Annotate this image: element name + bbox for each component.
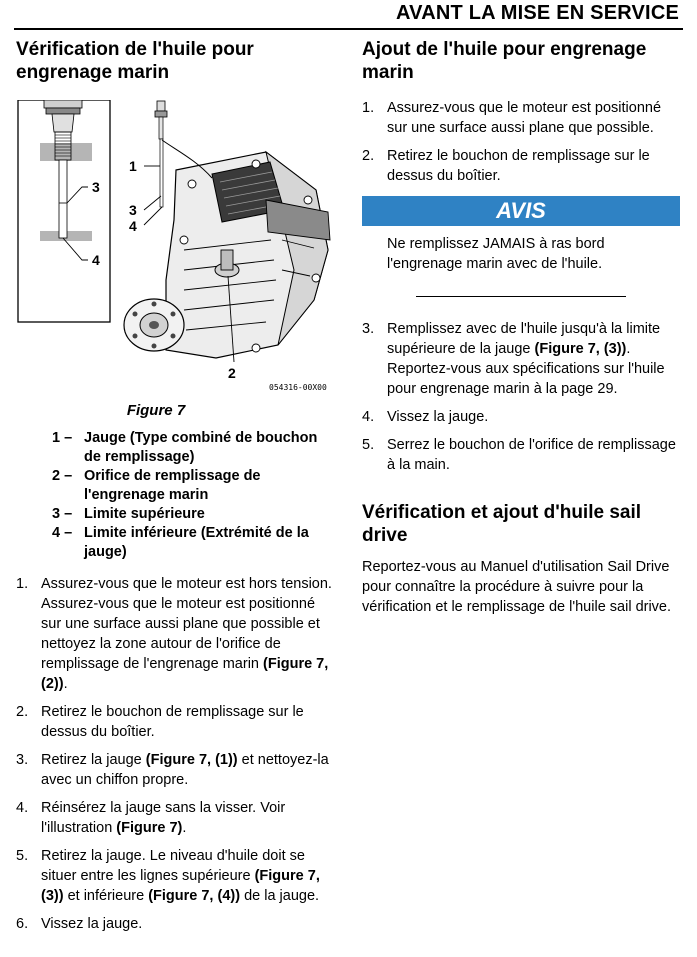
figure-7: [16, 100, 334, 400]
list-item: 4. Réinsérez la jauge sans la visser. Voir l'illustration (Figure 7).: [16, 800, 286, 836]
callout-4: 4: [129, 218, 137, 234]
gearbox-dipstick-illustration: [16, 100, 334, 400]
legend-item: 4 – Limite inférieure (Extrémité de la jauge): [52, 525, 309, 560]
left-column: [16, 38, 334, 942]
check-oil-steps: [16, 574, 334, 934]
section-heading-check-oil: Vérification de l'huile pour engrenage marin: [16, 39, 254, 83]
notice-divider: [416, 296, 626, 297]
callout-1: 1: [129, 158, 137, 174]
add-oil-steps-a: [362, 98, 680, 186]
figure-code: 054316-00X00: [269, 383, 327, 392]
list-item: 6. Vissez la jauge.: [16, 916, 143, 932]
list-item: 2. Retirez le bouchon de remplissage sur le dessus du boîtier.: [16, 704, 304, 740]
add-oil-steps-b: [362, 319, 680, 475]
list-item: 2. Retirez le bouchon de remplissage sur le dessus du boîtier.: [362, 148, 650, 184]
list-item: 3. Remplissez avec de l'huile jusqu'à la limite supérieure de la jauge (Figure 7, (3)). Reportez-vous aux spécifications sur l'huile pour engrenage marin à la page 29.: [362, 321, 665, 397]
callout-3: 3: [129, 202, 137, 218]
callout-2: 2: [228, 365, 236, 381]
header-rule: [14, 28, 683, 30]
inset-callout-4: 4: [92, 252, 100, 268]
list-item: 1. Assurez-vous que le moteur est positionné sur une surface aussi plane que possible.: [362, 100, 662, 136]
list-item: 5. Retirez la jauge. Le niveau d'huile doit se situer entre les lignes supérieure (Figure 7, (3)) et inférieure (Figure 7, (4)) de la jauge.: [16, 848, 320, 904]
page-header-title: AVANT LA MISE EN SERVICE: [396, 2, 679, 24]
legend-item: 2 – Orifice de remplissage de l'engrenage marin: [52, 468, 261, 503]
legend-item: 3 – Limite supérieure: [52, 506, 205, 522]
list-item: 5. Serrez le bouchon de l'orifice de remplissage à la main.: [362, 437, 676, 473]
legend-item: 1 – Jauge (Type combiné de bouchon de remplissage): [52, 430, 318, 465]
right-column: [362, 38, 680, 617]
list-item: 3. Retirez la jauge (Figure 7, (1)) et nettoyez-la avec un chiffon propre.: [16, 752, 329, 788]
figure-legend: [52, 429, 334, 562]
sail-drive-text: Reportez-vous au Manuel d'utilisation Sail Drive pour connaître la procédure à suivre pour la vérification et le remplissage de l'huile sail drive.: [362, 559, 672, 615]
section-heading-add-oil: Ajout de l'huile pour engrenage marin: [362, 39, 647, 83]
notice-banner: AVIS: [362, 196, 680, 226]
inset-callout-3: 3: [92, 179, 100, 195]
list-item: 4. Vissez la jauge.: [362, 409, 489, 425]
sail-drive-section: [362, 501, 680, 617]
figure-caption: Figure 7: [126, 402, 186, 419]
notice-text: Ne remplissez JAMAIS à ras bord l'engrenage marin avec de l'huile.: [387, 236, 605, 272]
list-item: 1. Assurez-vous que le moteur est hors tension. Assurez-vous que le moteur est positionné sur une surface aussi plane que possible et nettoyez la zone autour de l'orifice de remplissage de l'engrenage marin (Figure 7, (2)).: [16, 576, 332, 692]
section-heading-sail-drive: Vérification et ajout d'huile sail drive: [362, 502, 642, 546]
